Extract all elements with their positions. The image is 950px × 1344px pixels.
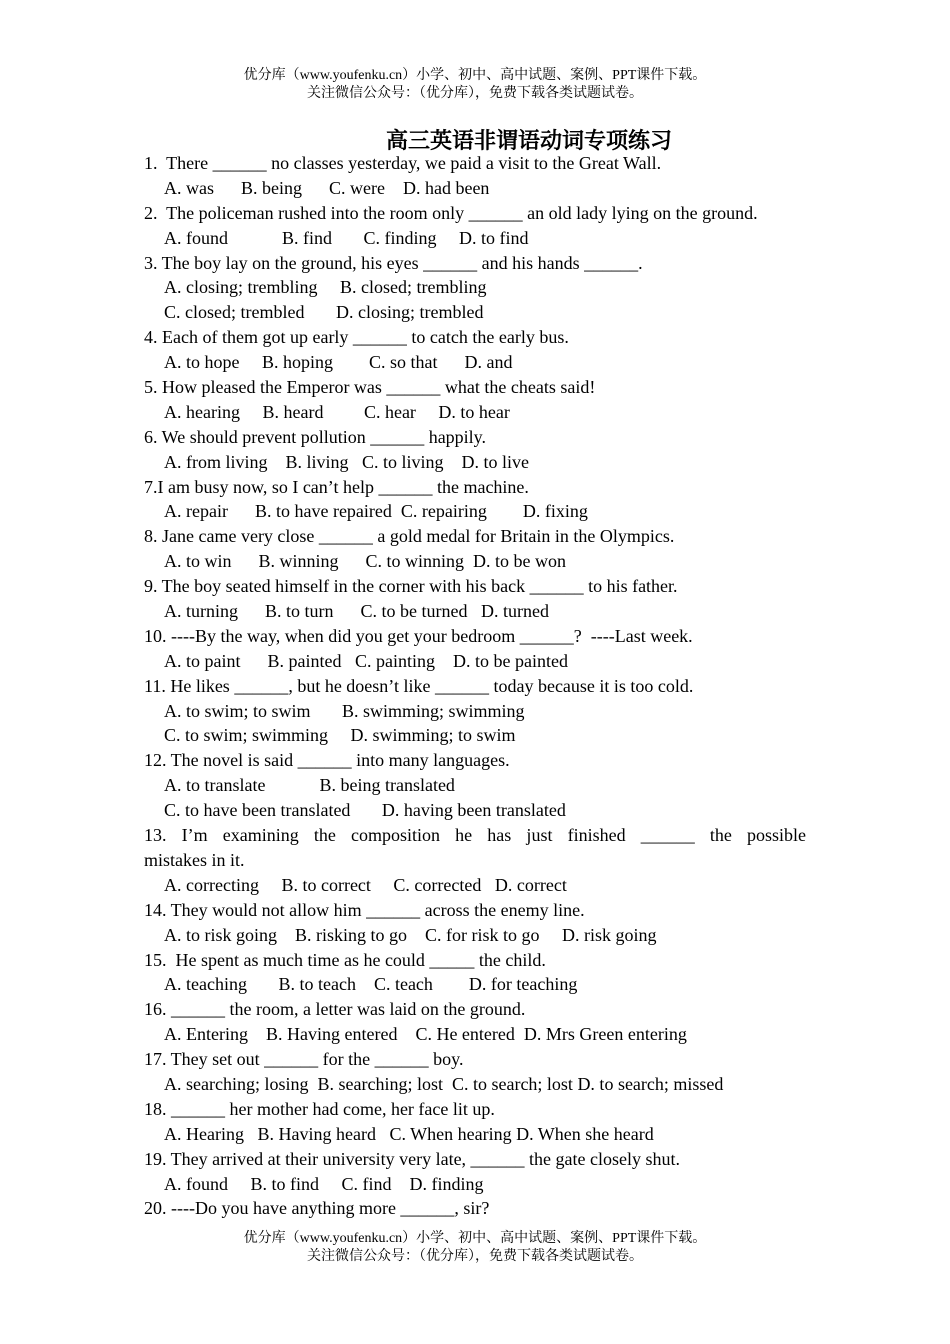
answer-options: A. Hearing B. Having heard C. When hearing D. When she heard <box>164 1123 654 1144</box>
answer-options: A. to translate B. being translated <box>164 775 455 796</box>
question-text: 13. I’m examining the composition he has just finished ______ the possible <box>144 825 806 846</box>
answer-options: A. found B. to find C. find D. finding <box>164 1173 484 1194</box>
question-text: 2. The policeman rushed into the room only ______ an old lady lying on the ground. <box>144 202 758 223</box>
question-text: 12. The novel is said ______ into many languages. <box>144 750 510 771</box>
page-header <box>0 67 950 103</box>
question-text: 6. We should prevent pollution ______ happily. <box>144 426 487 447</box>
answer-options: A. correcting B. to correct C. corrected D. correct <box>164 874 567 895</box>
question-text: 9. The boy seated himself in the corner with his back ______ to his father. <box>144 576 678 597</box>
question-text: 17. They set out ______ for the ______ boy. <box>144 1049 464 1070</box>
answer-options: A. from living B. living C. to living D. to live <box>164 451 530 472</box>
question-text: 3. The boy lay on the ground, his eyes ______ and his hands ______. <box>144 252 643 273</box>
answer-options: C. to swim; swimming D. swimming; to swim <box>164 725 516 746</box>
question-text: 19. They arrived at their university very late, ______ the gate closely shut. <box>144 1148 681 1169</box>
answer-options: A. repair B. to have repaired C. repairing D. fixing <box>164 501 588 522</box>
answer-options: A. found B. find C. finding D. to find <box>164 227 529 248</box>
header-line-2: 关注微信公众号：（优分库），免费下载各类试题试卷。 <box>307 86 643 101</box>
question-text: 16. ______ the room, a letter was laid on the ground. <box>144 999 526 1020</box>
answer-options: C. to have been translated D. having been translated <box>164 800 566 821</box>
question-text: 15. He spent as much time as he could _____ the child. <box>144 949 546 970</box>
question-text: 7.I am busy now, so I can’t help ______ the machine. <box>144 476 529 497</box>
page-footer <box>0 1230 950 1266</box>
answer-options: A. to swim; to swim B. swimming; swimming <box>164 700 525 721</box>
question-text: 20. ----Do you have anything more ______, sir? <box>144 1198 490 1219</box>
answer-options: C. closed; trembled D. closing; trembled <box>164 302 484 323</box>
question-text: 14. They would not allow him ______ across the enemy line. <box>144 899 585 920</box>
answer-options: A. turning B. to turn C. to be turned D. turned <box>164 601 549 622</box>
question-text: 18. ______ her mother had come, her face lit up. <box>144 1098 495 1119</box>
question-text: 11. He likes ______, but he doesn’t like ______ today because it is too cold. <box>144 675 694 696</box>
question-text: 10. ----By the way, when did you get your bedroom ______? ----Last week. <box>144 625 693 646</box>
question-text: 1. There ______ no classes yesterday, we paid a visit to the Great Wall. <box>144 153 662 173</box>
answer-options: A. teaching B. to teach C. teach D. for teaching <box>164 974 578 995</box>
answer-options: A. to paint B. painted C. painting D. to be painted <box>164 650 568 671</box>
page-title: 高三英语非谓语动词专项练习 <box>386 129 673 154</box>
answer-options: A. to risk going B. risking to go C. for risk to go D. risk going <box>164 924 657 945</box>
footer-line-2: 关注微信公众号：（优分库），免费下载各类试题试卷。 <box>307 1249 643 1264</box>
answer-options: A. Entering B. Having entered C. He entered D. Mrs Green entering <box>164 1024 687 1045</box>
answer-options: A. searching; losing B. searching; lost C. to search; lost D. to search; missed <box>164 1073 724 1094</box>
question-text: mistakes in it. <box>144 849 245 870</box>
footer-line-1: 优分库（www.youfenku.cn）小学、初中、高中试题、案例、PPT课件下载。 <box>243 1231 707 1246</box>
answer-options: A. to win B. winning C. to winning D. to be won <box>164 551 567 572</box>
answer-options: A. hearing B. heard C. hear D. to hear <box>164 401 510 422</box>
answer-options: A. closing; trembling B. closed; trembling <box>164 277 487 298</box>
header-line-1: 优分库（www.youfenku.cn）小学、初中、高中试题、案例、PPT课件下载。 <box>243 68 707 83</box>
exercise-body <box>144 151 806 1221</box>
question-text: 4. Each of them got up early ______ to catch the early bus. <box>144 327 569 348</box>
question-text: 5. How pleased the Emperor was ______ what the cheats said! <box>144 377 596 398</box>
answer-options: A. to hope B. hoping C. so that D. and <box>164 352 513 373</box>
answer-options: A. was B. being C. were D. had been <box>164 177 490 198</box>
question-text: 8. Jane came very close ______ a gold medal for Britain in the Olympics. <box>144 526 675 547</box>
